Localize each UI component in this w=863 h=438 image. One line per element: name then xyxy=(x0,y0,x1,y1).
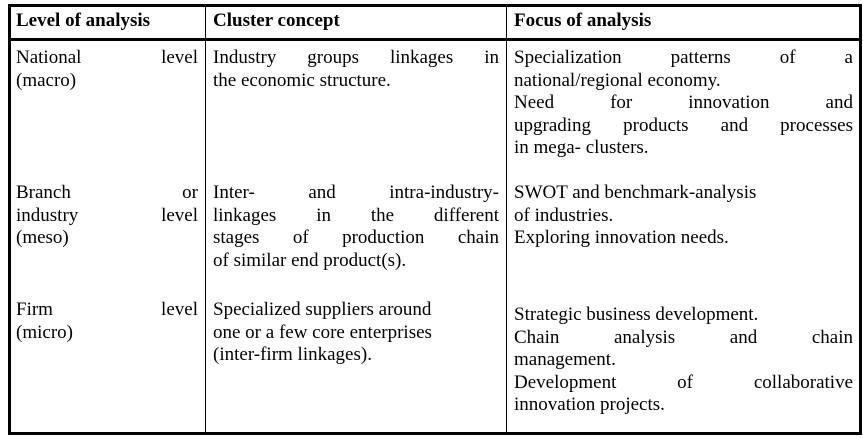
cell-line: Exploring innovation needs. xyxy=(514,227,729,248)
cell-focus xyxy=(507,294,861,435)
cell-line: Branch or xyxy=(16,182,198,203)
cell-line: (inter-firm linkages). xyxy=(213,344,372,365)
cell-line: Need for innovation and xyxy=(514,92,853,113)
cell-line: of industries. xyxy=(514,204,614,226)
header-cluster-concept: Cluster concept xyxy=(206,4,507,40)
cell-level xyxy=(9,294,206,435)
header-row xyxy=(9,4,861,40)
cell-line: the economic structure. xyxy=(213,69,391,91)
cell-line: (macro) xyxy=(16,69,77,91)
cell-line: Strategic business development. xyxy=(514,304,759,325)
cell-line: (micro) xyxy=(16,321,73,343)
cell-cluster xyxy=(206,40,507,183)
cell-line: innovation projects. xyxy=(514,394,665,415)
table-row-branch xyxy=(9,182,861,294)
cell-level xyxy=(9,182,206,294)
table-row-national xyxy=(9,40,861,183)
cell-line: SWOT and benchmark-analysis xyxy=(514,182,757,203)
cell-line: national/regional economy. xyxy=(514,69,721,91)
table-row-firm xyxy=(9,294,861,435)
cell-line: of similar end product(s). xyxy=(213,249,407,271)
cell-line: (meso) xyxy=(16,227,69,248)
cell-line: in mega- clusters. xyxy=(514,137,649,158)
cell-line: Development of collaborative xyxy=(514,371,853,393)
cell-line: Chain analysis and chain xyxy=(514,326,853,348)
cell-focus xyxy=(507,40,861,183)
cell-line: Specialized suppliers around xyxy=(213,299,432,320)
cell-line: Industry groups linkages in xyxy=(213,47,499,68)
cell-line: stages of production chain xyxy=(213,227,499,248)
cell-line: Specialization patterns of a xyxy=(514,47,853,68)
cell-line: linkages in the different xyxy=(213,204,499,226)
cell-cluster xyxy=(206,182,507,294)
cell-line: Firm level xyxy=(16,299,198,320)
cell-line: National level xyxy=(16,47,198,68)
cell-line: one or a few core enterprises xyxy=(213,321,432,343)
cell-cluster xyxy=(206,294,507,435)
cell-level xyxy=(9,40,206,183)
analysis-levels-table xyxy=(8,4,861,435)
cell-focus xyxy=(507,182,861,294)
cell-line: management. xyxy=(514,349,616,370)
header-focus-of-analysis: Focus of analysis xyxy=(507,4,861,40)
cell-line: industry level xyxy=(16,204,198,226)
cell-line: Inter- and intra-industry- xyxy=(213,182,499,203)
header-level-of-analysis: Level of analysis xyxy=(9,4,206,40)
cell-line: upgrading products and processes xyxy=(514,114,853,136)
